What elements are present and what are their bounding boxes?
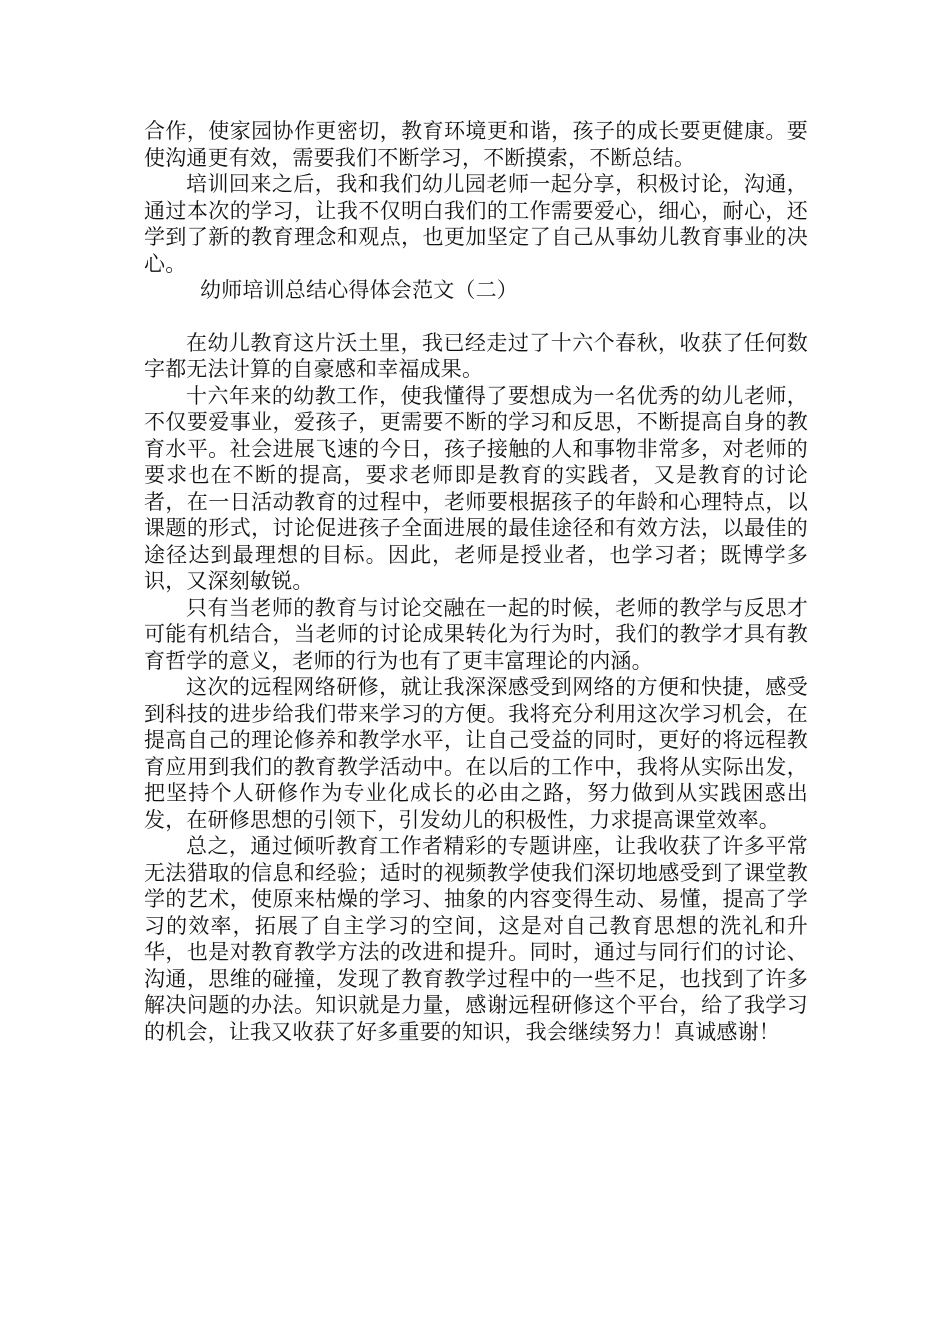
paragraph-4: 这次的远程网络研修，就让我深深感受到网络的方便和快捷，感受到科技的进步给我们带来学习的方便。我将充分利用这次学习机会，在提高自己的理论修养和教学水平，让自己受益的同时，更好的将远程教育应用到我们的教育教学活动中。在以后的工作中，我将从实际出发，把坚持个人研修作为专业化成长的必由之路，努力做到从实践困惑出发，在研修思想的引领下，引发幼儿的积极性，力求提高课堂效率。 <box>144 675 808 832</box>
paragraph-2: 十六年来的幼教工作，使我懂得了要想成为一名优秀的幼儿老师，不仅要爱事业，爱孩子，更需要不断的学习和反思，不断提高自身的教育水平。社会进展飞速的今日，孩子接触的人和事物非常多，对老师的要求也在不断的提高，要求老师即是教育的实践者，又是教育的讨论者，在一日活动教育的过程中，老师要根据孩子的年龄和心理特点，以课题的形式，讨论促进孩子全面进展的最佳途径和有效方法，以最佳的途径达到最理想的目标。因此，老师是授业者，也学习者；既博学多识，又深刻敏锐。 <box>144 383 808 593</box>
paragraph-training-return: 培训回来之后，我和我们幼儿园老师一起分享，积极讨论，沟通，通过本次的学习，让我不仅明白我们的工作需要爱心，细心，耐心，还学到了新的教育理念和观点，也更加坚定了自己从事幼儿教育事业的决心。 <box>144 172 808 276</box>
paragraph-continuation: 合作，使家园协作更密切，教育环境更和谐，孩子的成长要更健康。要使沟通更有效，需要我们不断学习，不断摸索，不断总结。 <box>144 119 808 170</box>
document-body <box>144 118 808 1045</box>
paragraph-3: 只有当老师的教育与讨论交融在一起的时候，老师的教学与反思才可能有机结合，当老师的讨论成果转化为行为时，我们的教学才具有教育哲学的意义，老师的行为也有了更丰富理论的内涵。 <box>144 595 808 673</box>
paragraph-1: 在幼儿教育这片沃土里，我已经走过了十六个春秋，收获了任何数字都无法计算的自豪感和幸福成果。 <box>144 330 808 381</box>
section-heading: 幼师培训总结心得体会范文（二） <box>200 278 518 302</box>
paragraph-5: 总之，通过倾听教育工作者精彩的专题讲座，让我收获了许多平常无法猎取的信息和经验；适时的视频教学使我们深切地感受到了课堂教学的艺术，使原来枯燥的学习、抽象的内容变得生动、易懂，提高了学习的效率，拓展了自主学习的空间，这是对自己教育思想的洗礼和升华，也是对教育教学方法的改进和提升。同时，通过与同行们的讨论、沟通，思维的碰撞，发现了教育教学过程中的一些不足，也找到了许多解决问题的办法。知识就是力量，感谢远程研修这个平台，给了我学习的机会，让我又收获了好多重要的知识，我会继续努力！真诚感谢！ <box>144 834 808 1044</box>
